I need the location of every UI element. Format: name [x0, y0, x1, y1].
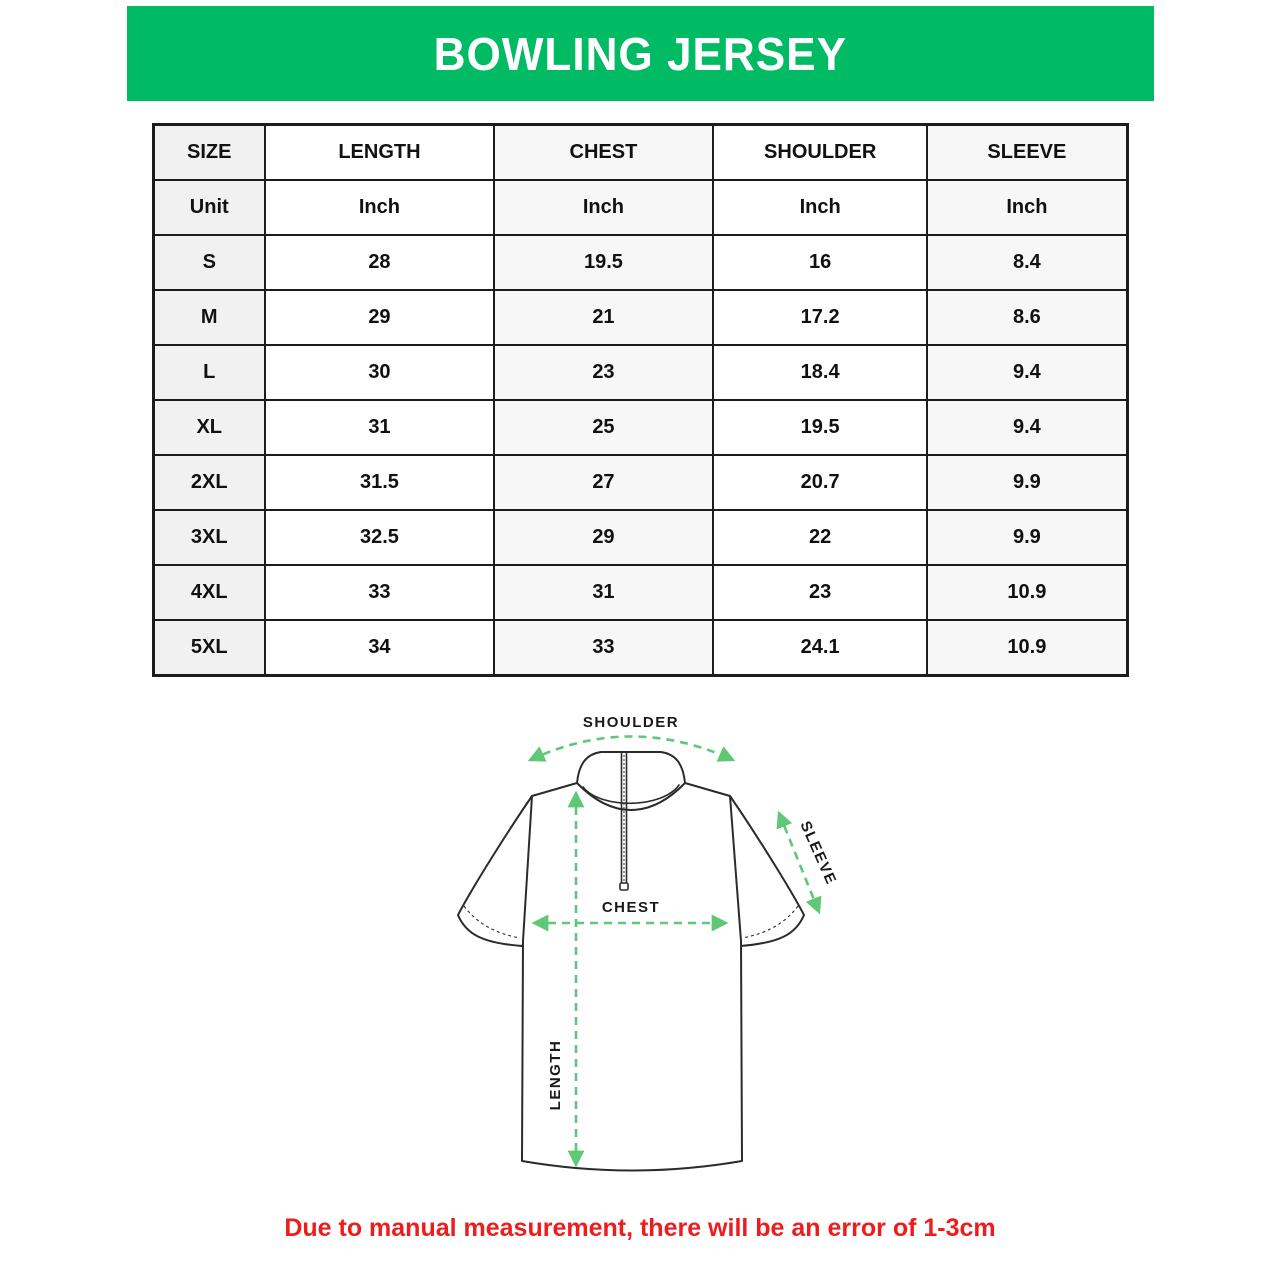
measurement-value: 9.4	[927, 400, 1127, 455]
size-label: 2XL	[153, 455, 265, 510]
unit-row	[153, 180, 1127, 235]
sleeve-label: SLEEVE	[796, 818, 840, 888]
measurement-value: 28	[265, 235, 494, 290]
right-sleeve	[730, 796, 804, 946]
zipper-pull	[620, 883, 628, 890]
unit-value: Inch	[265, 180, 494, 235]
jersey-body	[522, 779, 742, 1171]
table-row	[153, 290, 1127, 345]
measurement-value: 29	[265, 290, 494, 345]
table-row	[153, 620, 1127, 676]
table-row	[153, 345, 1127, 400]
table-header-row	[153, 125, 1127, 181]
table-row	[153, 455, 1127, 510]
measurement-value: 22	[713, 510, 927, 565]
column-header: SHOULDER	[713, 125, 927, 181]
jersey-measurement-diagram	[420, 703, 860, 1188]
measurement-value: 31	[265, 400, 494, 455]
title-banner	[127, 6, 1154, 101]
measurement-value: 16	[713, 235, 927, 290]
size-label: 5XL	[153, 620, 265, 676]
size-label: 4XL	[153, 565, 265, 620]
length-label: LENGTH	[547, 1039, 564, 1111]
measurement-value: 10.9	[927, 620, 1127, 676]
size-table	[152, 123, 1129, 677]
size-table-body	[153, 180, 1127, 676]
measurement-value: 29	[494, 510, 713, 565]
left-sleeve	[458, 796, 532, 946]
shoulder-label: SHOULDER	[582, 714, 680, 731]
column-header: SLEEVE	[927, 125, 1127, 181]
jersey-diagram-svg	[420, 703, 860, 1188]
size-table-header	[153, 125, 1127, 181]
measurement-value: 25	[494, 400, 713, 455]
unit-value: Inch	[927, 180, 1127, 235]
measurement-value: 23	[713, 565, 927, 620]
measurement-value: 27	[494, 455, 713, 510]
measurement-value: 33	[494, 620, 713, 676]
measurement-value: 10.9	[927, 565, 1127, 620]
measurement-value: 32.5	[265, 510, 494, 565]
measurement-value: 34	[265, 620, 494, 676]
table-row	[153, 235, 1127, 290]
measurement-value: 17.2	[713, 290, 927, 345]
unit-label: Unit	[153, 180, 265, 235]
measurement-value: 33	[265, 565, 494, 620]
size-label: 3XL	[153, 510, 265, 565]
size-label: S	[153, 235, 265, 290]
measurement-value: 9.4	[927, 345, 1127, 400]
measurement-value: 19.5	[494, 235, 713, 290]
measurement-value: 21	[494, 290, 713, 345]
unit-value: Inch	[713, 180, 927, 235]
column-header: CHEST	[494, 125, 713, 181]
measurement-value: 31	[494, 565, 713, 620]
table-row	[153, 510, 1127, 565]
size-label: L	[153, 345, 265, 400]
measurement-value: 19.5	[713, 400, 927, 455]
unit-value: Inch	[494, 180, 713, 235]
measurement-value: 31.5	[265, 455, 494, 510]
measurement-value: 30	[265, 345, 494, 400]
page-title: BOWLING JERSEY	[433, 27, 847, 80]
size-label: M	[153, 290, 265, 345]
measurement-value: 18.4	[713, 345, 927, 400]
measurement-value: 24.1	[713, 620, 927, 676]
measurement-value: 8.4	[927, 235, 1127, 290]
chest-label: CHEST	[601, 899, 661, 916]
column-header: LENGTH	[265, 125, 494, 181]
measurement-value: 23	[494, 345, 713, 400]
measurement-disclaimer: Due to manual measurement, there will be an error of 1-3cm	[284, 1214, 996, 1242]
measurement-value: 9.9	[927, 455, 1127, 510]
size-label: XL	[153, 400, 265, 455]
measurement-value: 20.7	[713, 455, 927, 510]
table-row	[153, 400, 1127, 455]
table-row	[153, 565, 1127, 620]
column-header: SIZE	[153, 125, 265, 181]
measurement-value: 8.6	[927, 290, 1127, 345]
measurement-value: 9.9	[927, 510, 1127, 565]
